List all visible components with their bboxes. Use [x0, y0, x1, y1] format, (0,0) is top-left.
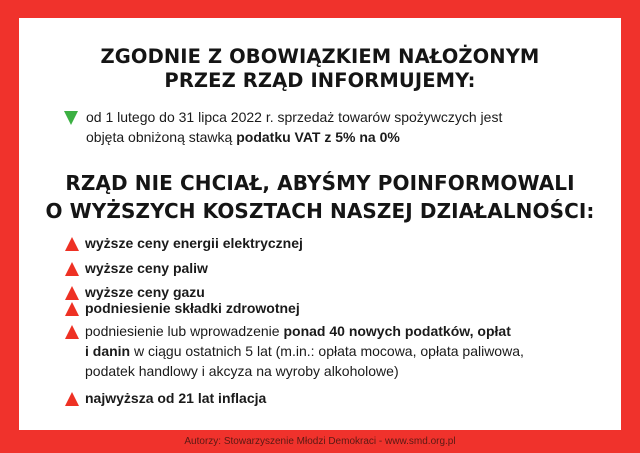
notice-card: [19, 18, 621, 430]
red-up-arrow-icon: [65, 392, 79, 406]
vat-notice-line-2: [86, 127, 606, 147]
red-up-arrow-icon: [65, 286, 79, 300]
taxes-text-d: w ciągu ostatnich 5 lat (m.in.: opłata mocowa, opłata paliwowa,: [130, 343, 524, 359]
vat-notice-line-1: od 1 lutego do 31 lipca 2022 r. sprzedaż towarów spożywczych jest: [86, 109, 503, 125]
red-up-arrow-icon: [65, 262, 79, 276]
heading2-line-1: RZĄD NIE CHCIAŁ, ABYŚMY POINFORMOWALI: [65, 171, 575, 195]
taxes-text-a: podniesienie lub wprowadzenie: [85, 323, 284, 339]
cost-item-energy: wyższe ceny energii elektrycznej: [85, 235, 303, 251]
vat-notice-bold: podatku VAT z 5% na 0%: [236, 129, 400, 145]
red-up-arrow-icon: [65, 325, 79, 339]
heading-line-1: ZGODNIE Z OBOWIĄZKIEM NAŁOŻONYM: [100, 45, 540, 68]
cost-item-taxes: [85, 321, 605, 381]
cost-item-health-contribution: podniesienie składki zdrowotnej: [85, 300, 300, 316]
vat-notice: [86, 107, 606, 147]
taxes-text-c: i danin: [85, 343, 131, 359]
taxes-text-b: ponad 40 nowych podatków, opłat: [283, 323, 511, 339]
green-down-arrow-icon: [64, 111, 78, 125]
heading-line-2: PRZEZ RZĄD INFORMUJEMY:: [164, 69, 476, 92]
cost-item-fuel: wyższe ceny paliw: [85, 260, 208, 276]
vat-notice-text: objęta obniżoną stawką: [86, 129, 237, 145]
cost-item-gas: wyższe ceny gazu: [85, 284, 205, 300]
footer-credits: Autorzy: Stowarzyszenie Młodzi Demokraci - www.smd.org.pl: [184, 436, 456, 447]
red-up-arrow-icon: [65, 237, 79, 251]
red-up-arrow-icon: [65, 302, 79, 316]
cost-item-inflation: najwyższa od 21 lat inflacja: [85, 390, 267, 406]
heading2-line-2: O WYŻSZYCH KOSZTACH NASZEJ DZIAŁALNOŚCI:: [45, 199, 595, 223]
taxes-text-e: podatek handlowy i akcyza na wyroby alkoholowe): [85, 363, 399, 379]
